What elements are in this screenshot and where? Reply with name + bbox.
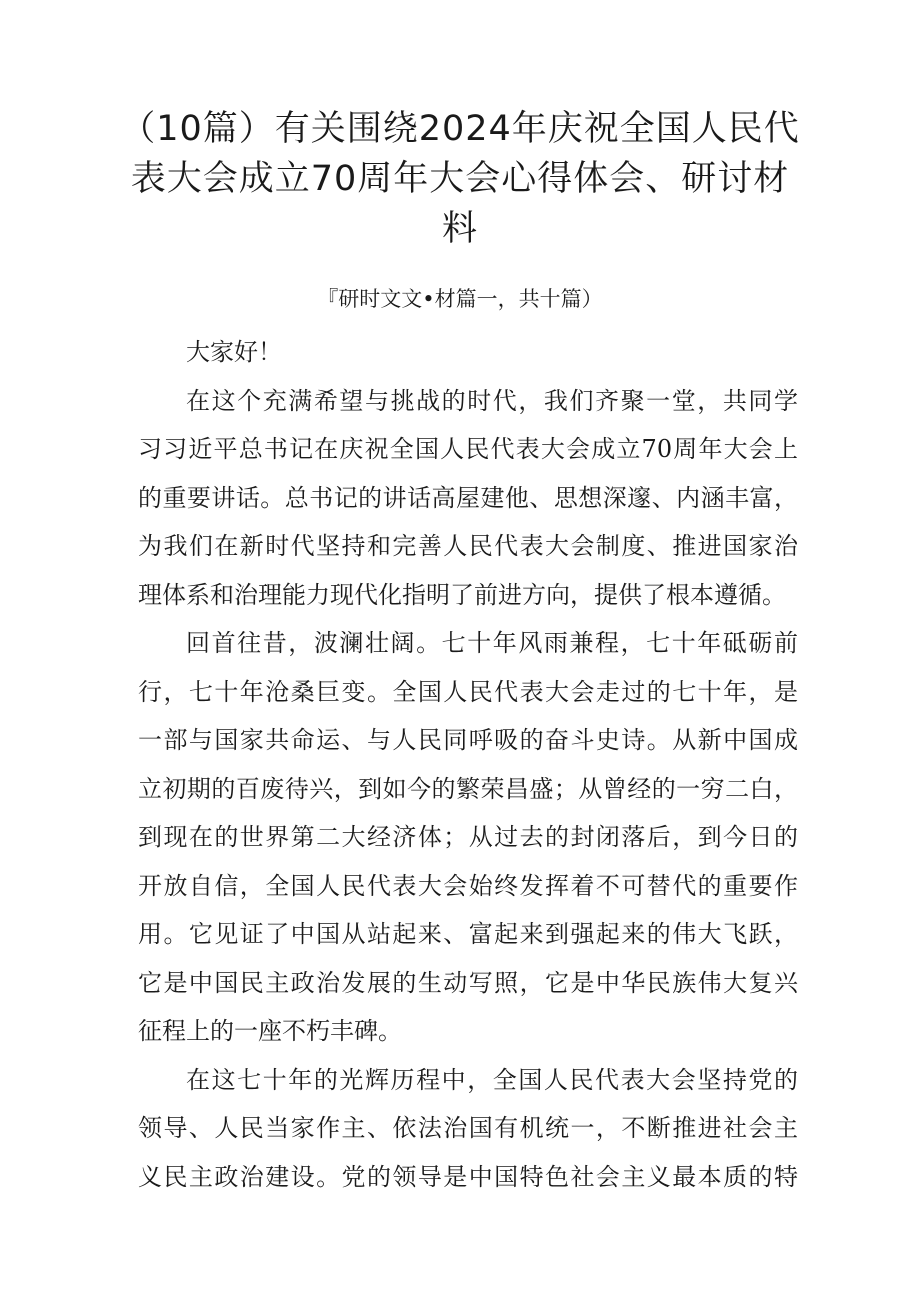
title-line: 表大会成立70周年大会心得体会、研讨材 [130, 159, 790, 199]
paragraph-line: 开放自信，全国人民代表大会始终发挥着不可替代的重要作 [138, 871, 798, 900]
paragraph-line: 征程上的一座不朽丰碑。 [138, 1017, 402, 1045]
paragraph-line: 理体系和治理能力现代化指明了前进方向，提供了根本遵循。 [138, 580, 786, 609]
paragraph-line: 在这个充满希望与挑战的时代，我们齐聚一堂，共同学 [186, 386, 798, 415]
title-line: （10篇）有关围绕2024年庆祝全国人民代 [120, 109, 800, 149]
paragraph-line: 为我们在新时代坚持和完善人民代表大会制度、推进国家治 [138, 532, 798, 560]
paragraph-line: 习习近平总书记在庆祝全国人民代表大会成立70周年大会上 [138, 435, 798, 463]
paragraph-line: 行，七十年沧桑巨变。全国人民代表大会走过的七十年，是 [138, 677, 798, 706]
document-title [120, 104, 800, 254]
paragraph-line: 立初期的百废待兴，到如今的繁荣昌盛；从曾经的一穷二白， [138, 774, 798, 803]
paragraph-line: 领导、人民当家作主、依法治国有机统一，不断推进社会主 [138, 1114, 798, 1142]
paragraph-2 [138, 619, 798, 1056]
paragraph-line: 的重要讲话。总书记的讲话高屋建他、思想深邃、内涵丰富， [138, 483, 798, 512]
paragraph-line: 在这七十年的光辉历程中，全国人民代表大会坚持党的 [186, 1065, 798, 1094]
title-line: 料 [441, 209, 478, 249]
paragraph-line: 回首往昔，波澜壮阔。七十年风雨兼程，七十年砥砺前 [186, 629, 798, 657]
paragraph-line: 义民主政治建设。党的领导是中国特色社会主义最本质的特 [138, 1162, 798, 1191]
paragraph-3 [138, 1056, 798, 1202]
paragraph-line: 它是中国民主政治发展的生动写照，它是中华民族伟大复兴 [138, 968, 798, 997]
paragraph-1 [138, 377, 798, 620]
greeting [138, 328, 798, 377]
paragraph-line: 到现在的世界第二大经济体；从过去的封闭落后，到今日的 [138, 823, 798, 851]
greeting-text: 大家好！ [186, 338, 282, 366]
paragraph-line: 一部与国家共命运、与人民同呼吸的奋斗史诗。从新中国成 [138, 726, 798, 754]
section-subtitle: 『研时文文•材篇一，共十篇） [317, 287, 603, 311]
paragraph-line: 用。它见证了中国从站起来、富起来到强起来的伟大飞跃， [138, 920, 798, 948]
document-body [138, 328, 798, 1201]
